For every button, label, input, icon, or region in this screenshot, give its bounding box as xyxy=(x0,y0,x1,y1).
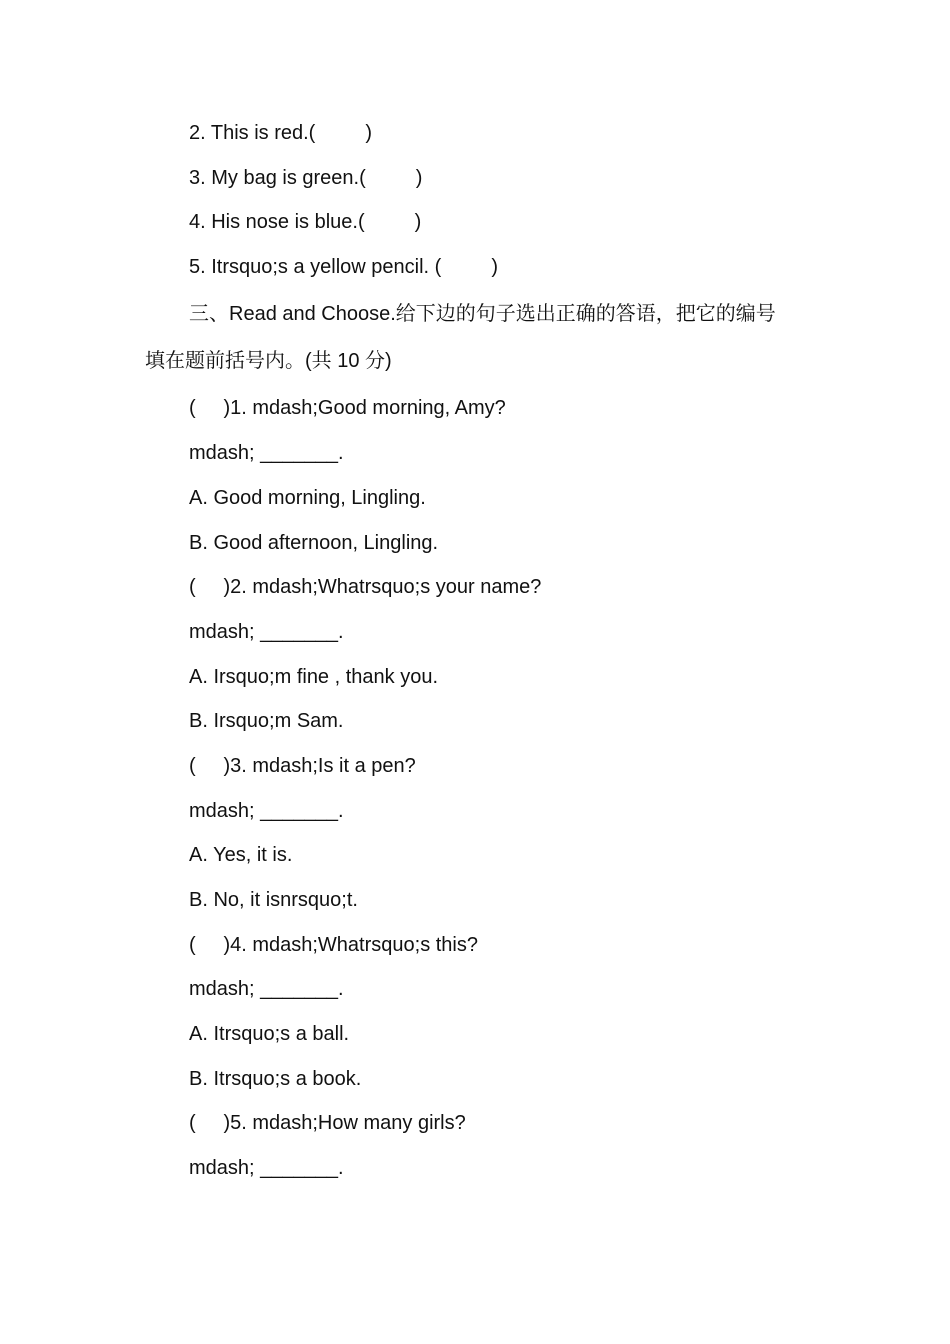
question-5-prompt: ( )5. mdash;How many girls? xyxy=(189,1112,466,1134)
part2-item-2: 2. This is red.( ) xyxy=(189,122,373,144)
part2-item-3: 3. My bag is green.( ) xyxy=(189,167,423,189)
question-2-option-a: A. Irsquo;m fine , thank you. xyxy=(189,666,439,688)
question-4-prompt: ( )4. mdash;Whatrsquo;s this? xyxy=(189,934,478,956)
part2-item-4: 4. His nose is blue.( ) xyxy=(189,211,422,233)
question-5-answer-blank: mdash; _______. xyxy=(189,1157,344,1179)
question-4-option-a: A. Itrsquo;s a ball. xyxy=(189,1023,350,1045)
section3-heading-continued: 填在题前括号内。(共 10 分) xyxy=(145,350,392,372)
question-4-answer-blank: mdash; _______. xyxy=(189,978,344,1000)
part2-item-5: 5. Itrsquo;s a yellow pencil. ( ) xyxy=(189,256,499,278)
question-2-prompt: ( )2. mdash;Whatrsquo;s your name? xyxy=(189,576,542,598)
section3-heading: 三、Read and Choose.给下边的句子选出正确的答语，把它的编号 xyxy=(189,303,776,325)
question-1-option-a: A. Good morning, Lingling. xyxy=(189,487,426,509)
question-3-option-a: A. Yes, it is. xyxy=(189,844,293,866)
question-1-prompt: ( )1. mdash;Good morning, Amy? xyxy=(189,397,506,419)
question-3-prompt: ( )3. mdash;Is it a pen? xyxy=(189,755,416,777)
question-3-answer-blank: mdash; _______. xyxy=(189,800,344,822)
question-1-answer-blank: mdash; _______. xyxy=(189,442,344,464)
question-1-option-b: B. Good afternoon, Lingling. xyxy=(189,532,439,554)
question-2-option-b: B. Irsquo;m Sam. xyxy=(189,710,344,732)
question-2-answer-blank: mdash; _______. xyxy=(189,621,344,643)
question-3-option-b: B. No, it isnrsquo;t. xyxy=(189,889,358,911)
question-4-option-b: B. Itrsquo;s a book. xyxy=(189,1068,362,1090)
